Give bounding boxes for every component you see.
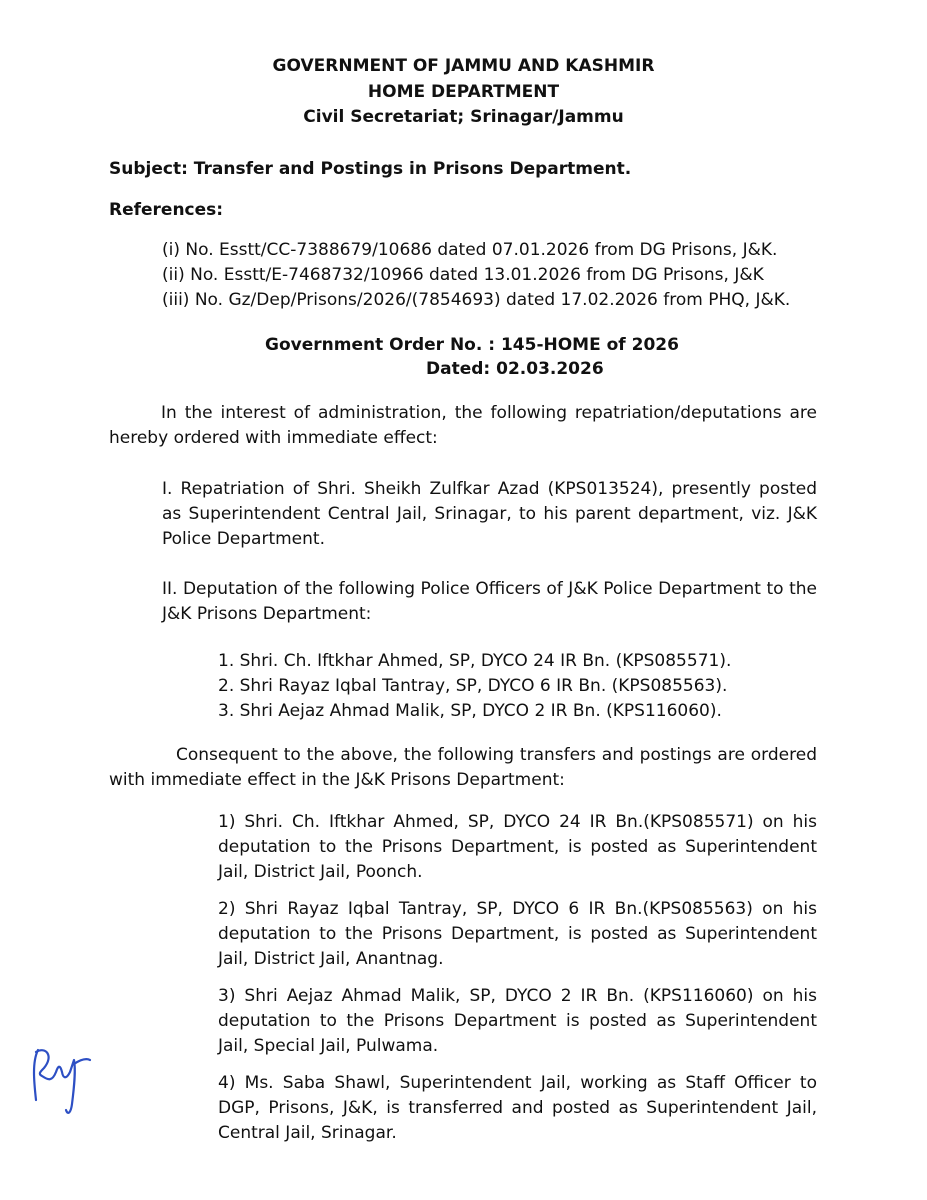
deputation-paragraph: II. Deputation of the following Police Officers of J&K Police Department to the J&K Prisons Department: [162, 579, 817, 624]
officer-list-item: 2. Shri Rayaz Iqbal Tantray, SP, DYCO 6 IR Bn. (KPS085563). [218, 676, 728, 696]
reference-item: (iii) No. Gz/Dep/Prisons/2026/(7854693) dated 17.02.2026 from PHQ, J&K. [162, 290, 791, 310]
order-date: Dated: 02.03.2026 [426, 359, 604, 379]
order-number: Government Order No. : 145-HOME of 2026 [265, 335, 679, 355]
posting-item: 2) Shri Rayaz Iqbal Tantray, SP, DYCO 6 IR Bn.(KPS085563) on his deputation to the Prisons Department, is posted as Superintendent Jail, District Jail, Anantnag. [218, 899, 817, 969]
handwritten-signature [30, 1042, 100, 1122]
repatriation-paragraph: I. Repatriation of Shri. Sheikh Zulfkar Azad (KPS013524), presently posted as Superintendent Central Jail, Srinagar, to his parent department, viz. J&K Police Department. [162, 479, 817, 549]
officer-list-item: 1. Shri. Ch. Iftkhar Ahmed, SP, DYCO 24 IR Bn. (KPS085571). [218, 651, 732, 671]
posting-item: 3) Shri Aejaz Ahmad Malik, SP, DYCO 2 IR Bn. (KPS116060) on his deputation to the Prisons Department is posted as Superintendent Jail, Special Jail, Pulwama. [218, 986, 817, 1056]
posting-item: 4) Ms. Saba Shawl, Superintendent Jail, working as Staff Officer to DGP, Prisons, J&K, is transferred and posted as Superintendent Jail, Central Jail, Srinagar. [218, 1073, 817, 1143]
posting-item: 1) Shri. Ch. Iftkhar Ahmed, SP, DYCO 24 IR Bn.(KPS085571) on his deputation to the Prisons Department, is posted as Superintendent Jail, District Jail, Poonch. [218, 812, 817, 882]
consequent-paragraph: Consequent to the above, the following transfers and postings are ordered with immediate effect in the J&K Prisons Department: [109, 745, 817, 790]
references-label: References: [109, 200, 224, 220]
header-department: HOME DEPARTMENT [367, 82, 560, 102]
subject-line: Subject: Transfer and Postings in Prisons Department. [109, 159, 632, 179]
intro-paragraph: In the interest of administration, the following repatriation/deputations are hereby ordered with immediate effect: [109, 403, 817, 448]
officer-list-item: 3. Shri Aejaz Ahmad Malik, SP, DYCO 2 IR Bn. (KPS116060). [218, 701, 722, 721]
header-secretariat: Civil Secretariat; Srinagar/Jammu [303, 107, 624, 127]
header-government: GOVERNMENT OF JAMMU AND KASHMIR [272, 56, 655, 76]
reference-item: (ii) No. Esstt/E-7468732/10966 dated 13.01.2026 from DG Prisons, J&K [162, 265, 764, 285]
reference-item: (i) No. Esstt/CC-7388679/10686 dated 07.01.2026 from DG Prisons, J&K. [162, 240, 778, 260]
